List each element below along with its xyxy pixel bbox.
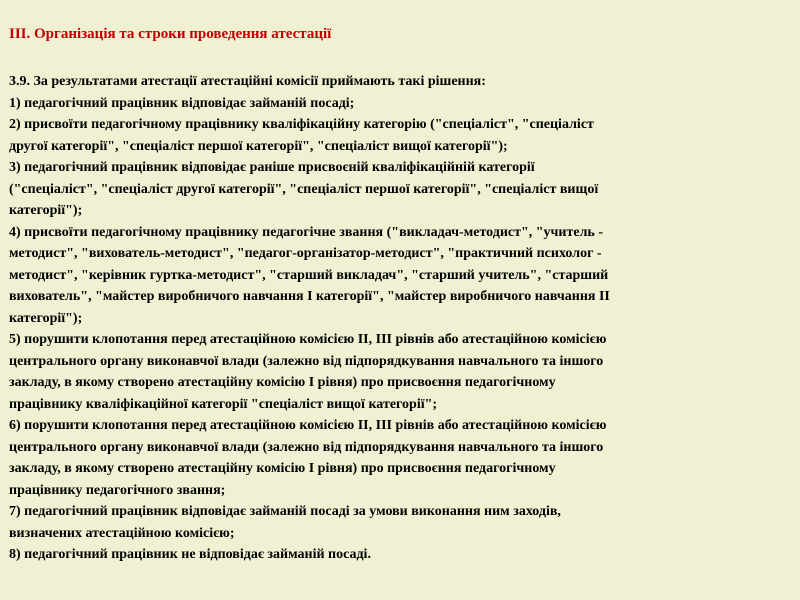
list-item-5-line-4: працівнику кваліфікаційної категорії "спеціаліст вищої категорії"; [9,396,438,412]
slide-title: ІІІ. Організація та строки проведення атестації [9,26,332,42]
list-item-6-line-1: 6) порушити клопотання перед атестаційною комісією II, III рівнів або атестаційною комісією [9,418,607,433]
list-item-4-line-2: методист", "вихователь-методист", "педагог-організатор-методист", "практичний психолог - [9,246,602,261]
list-item-2-line-1: 2) присвоїти педагогічному працівнику кваліфікаційну категорію ("спеціаліст", "спеціаліст [9,117,594,132]
list-item-7-line-1: 7) педагогічний працівник відповідає займаній посаді за умови виконання ним заходів, [9,504,561,519]
list-item-3-line-1: 3) педагогічний працівник відповідає раніше присвоєній кваліфікаційній категорії [9,160,535,175]
list-item-3-line-2: ("спеціаліст", "спеціаліст другої категорії", "спеціаліст першої категорії", "спеціаліст вищої [9,181,599,197]
list-item-6-line-3: закладу, в якому створено атестаційну комісію I рівня) про присвоєння педагогічному [9,461,556,476]
list-item-4-line-3: методист", "керівник гуртка-методист", "старший викладач", "старший учитель", "старший [9,267,609,283]
list-item-6-line-2: центрального органу виконавчої влади (залежно від підпорядкування навчального та іншого [9,439,604,455]
slide-body [9,71,790,566]
paragraph-intro: 3.9. За результатами атестації атестаційні комісії приймають такі рішення: [9,74,486,89]
list-item-7-line-2: визначених атестаційною комісією; [9,525,235,541]
list-item-8: 8) педагогічний працівник не відповідає займаній посаді. [9,547,371,562]
list-item-6-line-4: працівнику педагогічного звання; [9,482,226,498]
list-item-4-line-4: вихователь", "майстер виробничого навчання I категорії", "майстер виробничого навчання II [9,289,610,304]
list-item-2-line-2: другої категорії", "спеціаліст першої категорії", "спеціаліст вищої категорії"); [9,138,508,154]
list-item-4-line-1: 4) присвоїти педагогічному працівнику педагогічне звання ("викладач-методист", "учитель - [9,224,603,240]
list-item-5-line-2: центрального органу виконавчої влади (залежно від підпорядкування навчального та іншого [9,353,604,369]
list-item-5-line-3: закладу, в якому створено атестаційну комісію I рівня) про присвоєння педагогічному [9,375,556,390]
list-item-3-line-3: категорії"); [9,203,83,218]
list-item-4-line-5: категорії"); [9,310,83,326]
list-item-5-line-1: 5) порушити клопотання перед атестаційною комісією II, III рівнів або атестаційною комісією [9,332,607,347]
list-item-1: 1) педагогічний працівник відповідає займаній посаді; [9,95,355,111]
